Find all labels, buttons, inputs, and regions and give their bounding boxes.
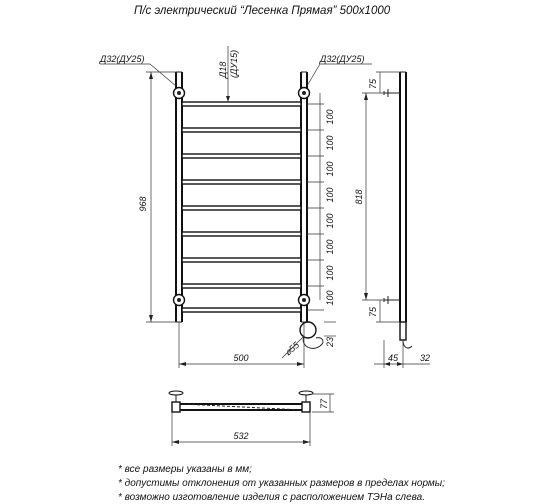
rung <box>182 284 301 288</box>
rung <box>182 180 301 184</box>
connection-nuts <box>174 88 310 306</box>
rung <box>182 206 301 210</box>
pipe-diameter-label: Д18 <box>218 61 228 78</box>
top-view <box>169 391 313 412</box>
rung <box>182 128 301 132</box>
note-line: * допустимы отклонения от указанных размеров в пределах нормы; <box>118 478 445 489</box>
spacing-label: 100 <box>325 109 335 125</box>
dim-45-label: 45 <box>388 353 399 363</box>
spacing-label: 100 <box>325 187 335 203</box>
width-top-label: 532 <box>233 431 249 441</box>
width-front-label: 500 <box>233 353 249 363</box>
note-line: * возможно изготовление изделия с расположением ТЭНа слева. <box>118 492 425 503</box>
dim-75-bottom-label: 75 <box>368 306 378 318</box>
spacing-label: 100 <box>325 239 335 255</box>
rung <box>182 102 301 106</box>
inlet-left-label: Д32(ДУ25) <box>100 54 145 64</box>
rung <box>182 154 301 158</box>
height-total-label: 968 <box>138 196 148 212</box>
spacing-label: 100 <box>325 265 335 281</box>
spacing-label: 100 <box>325 213 335 229</box>
inlet-right-label: Д32(ДУ25) <box>320 54 365 64</box>
spacing-label: 100 <box>325 290 335 306</box>
side-view <box>384 72 412 348</box>
height-between-dimension <box>362 93 384 300</box>
dim-75-top-label: 75 <box>368 78 378 90</box>
left-pipe <box>176 72 182 322</box>
spacing-dimension-chain <box>307 93 324 310</box>
diameter-55-label: ⌀55 <box>282 339 302 358</box>
rung <box>182 258 301 262</box>
height-between-label: 818 <box>354 189 364 205</box>
rung <box>182 232 301 236</box>
spacing-label: 100 <box>325 161 335 177</box>
height-total-dimension <box>146 72 176 322</box>
rung <box>182 308 301 312</box>
pipe-diameter-alt-label: (ДУ15) <box>229 49 239 78</box>
note-line: * все размеры указаны в мм; <box>118 464 252 475</box>
spacing-label: 100 <box>325 135 335 151</box>
drawing-title: П/с электрический “Лесенка Прямая” 500х1000 <box>134 5 391 17</box>
right-pipe <box>301 72 307 322</box>
rungs <box>182 102 301 312</box>
heater-element <box>300 322 323 348</box>
dim-32-label: 32 <box>420 353 431 363</box>
dim-77-label: 77 <box>319 398 329 410</box>
dim-23-label: 23 <box>325 336 335 348</box>
